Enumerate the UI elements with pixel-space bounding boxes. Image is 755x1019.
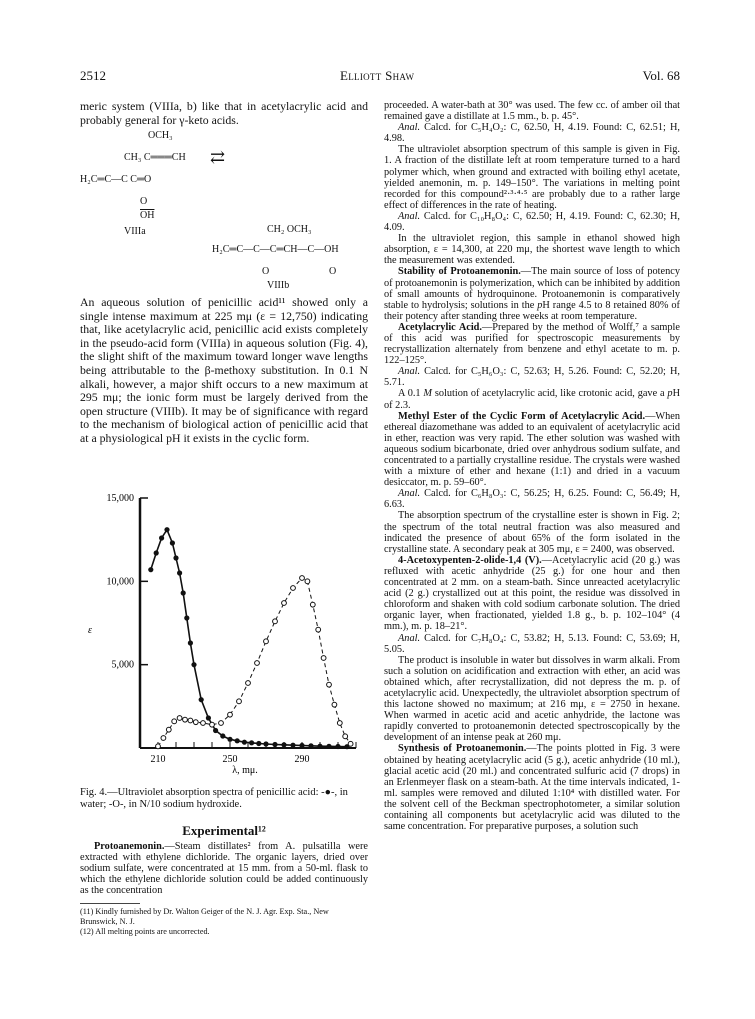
series-naoh-point bbox=[282, 601, 287, 606]
chart-plot bbox=[148, 527, 353, 749]
series-water-point bbox=[177, 570, 182, 575]
series-naoh-point bbox=[327, 682, 332, 687]
series-water-point bbox=[173, 555, 178, 560]
series-naoh-point bbox=[166, 727, 171, 732]
series-naoh-point bbox=[348, 741, 353, 746]
viiib-o2: O bbox=[329, 266, 337, 277]
series-water-point bbox=[242, 740, 247, 745]
viiib-o1: O bbox=[262, 266, 270, 277]
series-water-point bbox=[220, 733, 225, 738]
series-water-point bbox=[281, 742, 286, 747]
series-water-point bbox=[290, 743, 295, 748]
volume-number: Vol. 68 bbox=[642, 68, 680, 83]
series-naoh-point bbox=[246, 681, 251, 686]
series-water-point bbox=[227, 737, 232, 742]
running-author: Elliott Shaw bbox=[340, 68, 415, 83]
series-water-point bbox=[206, 715, 211, 720]
series-water-point bbox=[181, 590, 186, 595]
series-naoh-point bbox=[188, 718, 193, 723]
intro-paragraph bbox=[80, 100, 368, 127]
series-water-point bbox=[170, 540, 175, 545]
series-water-point bbox=[335, 744, 340, 749]
series-water-point bbox=[326, 744, 331, 749]
series-naoh-point bbox=[193, 720, 198, 725]
protoanemonin-head: Protoanemonin. bbox=[94, 841, 165, 852]
x-tick-label: 290 bbox=[294, 754, 310, 765]
y-axis-label: ε bbox=[88, 625, 92, 636]
viiia-label: VIIIa bbox=[124, 226, 146, 237]
viiia-o: O bbox=[140, 196, 148, 207]
series-water-point bbox=[191, 662, 196, 667]
series-naoh-point bbox=[237, 699, 242, 704]
viiib-label: VIIIb bbox=[267, 280, 290, 291]
series-water-point bbox=[154, 550, 159, 555]
figure-caption: Fig. 4.—Ultraviolet absorption spectra of penicillic acid: -●-, in water; -O-, in N/10 sodium hydroxide. bbox=[80, 787, 348, 810]
y-tick-label: 15,000 bbox=[106, 493, 134, 504]
series-naoh-point bbox=[201, 721, 206, 726]
series-water-point bbox=[148, 567, 153, 572]
series-water-point bbox=[164, 527, 169, 532]
series-water-line bbox=[151, 530, 347, 747]
series-naoh-point bbox=[177, 716, 182, 721]
series-water-point bbox=[299, 743, 304, 748]
y-tick-label: 10,000 bbox=[106, 576, 134, 588]
series-naoh-point bbox=[337, 721, 342, 726]
x-tick-label: 250 bbox=[222, 754, 238, 765]
protoanemonin-paragraph bbox=[80, 841, 368, 896]
series-naoh-point bbox=[210, 722, 215, 727]
series-naoh-point bbox=[291, 586, 296, 591]
series-naoh-point bbox=[264, 639, 269, 644]
viiia-och3: OCH₃ bbox=[148, 130, 173, 141]
series-naoh-point bbox=[305, 579, 310, 584]
series-water-point bbox=[317, 744, 322, 749]
experimental-heading: Experimental¹² bbox=[182, 823, 266, 838]
series-water-point bbox=[263, 741, 268, 746]
footnote-12: (12) All melting points are uncorrected. bbox=[80, 927, 210, 936]
figure-4-chart bbox=[80, 488, 368, 778]
viiib-top: CH₂ OCH₃ bbox=[267, 224, 312, 235]
viiib-main: H₂C═C—C—C═CH—C—OH bbox=[212, 244, 339, 255]
right-column: proceeded. A water-bath at 30° was used. The few cc. of amber oil that remained gave a distillate at 1.5 mm., b. p. 45°. Anal. Calcd. for C₅H₄O₂: C, 62.50, H, 4.19. Found: C, 62.51; H, 4.98. The ultraviolet absorption spectrum of this sample is given in Fig. 1. A fraction of the distillate left at room temperature turned to a hard polymer which, when ground and extracted with boiling ethyl acetate, yielded anemonin, m. p. 149–150°. The variations in melting point recorded for this compound²·³·⁴·⁵ are probably due to a rather large effect of differences in the rate of heating. Anal. Calcd. for C₁₀H₈O₄: C, 62.50; H, 4.19. Found: C, 62.30; H, 4.09. In the ultraviolet region, this sample in ethanol showed high absorption, ε = 14,300, at 220 mμ, the shortest wave length to which the measurement was extended. Stability of Protoanemonin.—The main source of loss of potency of protoanemonin is polymerization, which can be inhibited by addition of small amounts of hydroquinone. Protoanemonin is comparatively stable to hydrolysis; solutions in the pH range 4.5 to 8 retained 80% of their potency after standing three weeks at room temperature. Acetylacrylic Acid.—Prepared by the method of Wolff,⁷ a sample of this acid was purified for spectroscopic measurements by recrystallization alternately from benzene and ethyl acetate to m. p. 122–125°. Anal. Calcd. for C₅H₆O₃: C, 52.63; H, 5.26. Found: C, 52.20; H, 5.71. A 0.1 M solution of acetylacrylic acid, like crotonic acid, gave a pH of 2.3. Methyl Ester of the Cyclic Form of Acetylacrylic Acid.—When ethereal diazomethane was added to an equivalent of acetylacrylic acid in ether, reaction was very rapid. The ether solution was washed with aqueous sodium bicarbonate, dried over anhydrous sodium sulfate, and concentrated to a partially crystalline residue. The crystals were washed with a mixture of ether and hexane (1:1) and dried in a vacuum desiccator, m. p. 59–60°. Anal. Calcd. for C₆H₈O₃: C, 56.25; H, 6.25. Found: C, 56.49; H, 6.63. The absorption spectrum of the crystalline ester is shown in Fig. 2; the spectrum of the total neutral fraction was also measured and indicated the presence of about 65% of the form isolated in the crystalline state. A secondary peak at 305 mμ, ε = 2400, was observed. 4-Acetoxypenten-2-olide-1,4 (V).—Acetylacrylic acid (20 g.) was refluxed with acetic anhydride (25 g.) for one hour and then concentrated at 2 mm. on a steam-bath. Since unreacted acetylacrylic acid (2 g.) crystallized out at this point, the residue was dissolved in chloroform and shaken with cold sodium carbonate solution. The dried organic layer, when fractionated, yielded 1.8 g., b. p. 102–104° (4 mm.), m. p. 18–21°. Anal. Calcd. for C₇H₈O₄: C, 53.82; H, 5.13. Found: C, 53.69; H, 5.05. The product is insoluble in water but dissolves in warm alkali. From such a solution on acidification and extraction with ether, an acid was obtained which, after recrystallization, did not depress the m. p. of acetylacrylic acid. Unexpectedly, the ultraviolet absorption spectrum of this lactone showed no maximum; at 216 mμ, ε = 2750 in hexane. When warmed in acetic acid and acetic anhydride, the lactone was rapidly converted to protoanemonin detected spectroscopically by the development of an intense peak at 260 mμ. Synthesis of Protoanemonin.—The points plotted in Fig. 3 were obtained by heating acetylacrylic acid (5 g.), acetic anhydride (10 ml.), glacial acetic acid (20 ml.) and concentrated sulfuric acid (7 drops) in an Erlenmeyer flask on a steam-bath. At the time intervals indicated, 1-ml. samples were removed and diluted 1:10⁴ with distilled water. For the solvent cell of the Beckman spectrophotometer, a similar solution containing all components but acetylacrylic acid was diluted to the same concentration. For preparative purposes, a solution such bbox=[384, 100, 681, 833]
series-naoh-point bbox=[172, 719, 177, 724]
footnote-11: (11) Kindly furnished by Dr. Walton Geiger of the N. J. Agr. Exp. Sta., New Brunswick, N. J. bbox=[80, 907, 329, 926]
series-naoh-point bbox=[161, 736, 166, 741]
series-naoh-point bbox=[321, 656, 326, 661]
series-water-point bbox=[159, 535, 164, 540]
equilibrium-arrows: ⇄ bbox=[210, 147, 226, 167]
series-naoh-point bbox=[228, 712, 233, 717]
series-water-point bbox=[184, 615, 189, 620]
series-naoh-point bbox=[156, 744, 161, 749]
series-naoh-point bbox=[219, 721, 224, 726]
series-water-point bbox=[249, 740, 254, 745]
chart-axes bbox=[140, 498, 356, 748]
page-number: 2512 bbox=[80, 68, 106, 83]
series-water-point bbox=[272, 742, 277, 747]
series-naoh-point bbox=[183, 717, 188, 722]
viiia-row1: CH₃ C═══CH bbox=[124, 152, 186, 163]
series-water-point bbox=[188, 640, 193, 645]
x-axis-label: λ, mμ. bbox=[232, 765, 258, 776]
series-naoh-point bbox=[343, 734, 348, 739]
series-naoh-point bbox=[255, 661, 260, 666]
viiia-row2: H₂C═C—C C═O bbox=[80, 174, 152, 185]
structure-viiia bbox=[82, 130, 362, 300]
series-naoh-point bbox=[316, 627, 321, 632]
penicillic-paragraph bbox=[80, 296, 368, 446]
series-naoh-point bbox=[300, 576, 305, 581]
x-tick-label: 210 bbox=[150, 754, 166, 765]
series-water-point bbox=[213, 728, 218, 733]
series-water-point bbox=[235, 738, 240, 743]
series-naoh-point bbox=[332, 702, 337, 707]
protoanemonin-text: —Steam distillates² from A. pulsatilla were extracted with ethylene dichloride. The organic layers, dried over sodium sulfate, were concentrated at 15 mm. from a 50-ml. flask to which the ethylene dichloride solution could be added continuously as the concentration bbox=[80, 841, 368, 897]
y-tick-label: 5,000 bbox=[111, 659, 134, 671]
footnote-rule bbox=[80, 903, 140, 904]
penicillic-text: An aqueous solution of penicillic acid¹¹ showed only a single intense maximum at 225 mμ (ε = 12,750) indicating that, like acetylacrylic acid, penicillic acid exists completely in the pseudo-acid form (VIIIa) in aqueous solution (Fig. 4), the slight shift of the maximum toward longer wave lengths being attributable to the β-methoxy substitution. In 0.1 N alkali, however, a major shift occurs to a new maximum at 295 mμ; the ionic form must be largely derived from the open structure (VIIIb). It may be of significance with regard to the mechanism of biological action of penicillic acid that at a physiological pH it exists in the cyclic form. bbox=[80, 295, 368, 445]
series-naoh-point bbox=[273, 619, 278, 624]
series-naoh-point bbox=[310, 602, 315, 607]
intro-text: meric system (VIIIa, b) like that in acetylacrylic acid and probably general for γ-keto acids. bbox=[80, 99, 368, 127]
viiia-oh: $\overline{OH}$ bbox=[140, 210, 155, 221]
series-water-point bbox=[256, 741, 261, 746]
series-water-point bbox=[308, 743, 313, 748]
series-water-point bbox=[199, 697, 204, 702]
